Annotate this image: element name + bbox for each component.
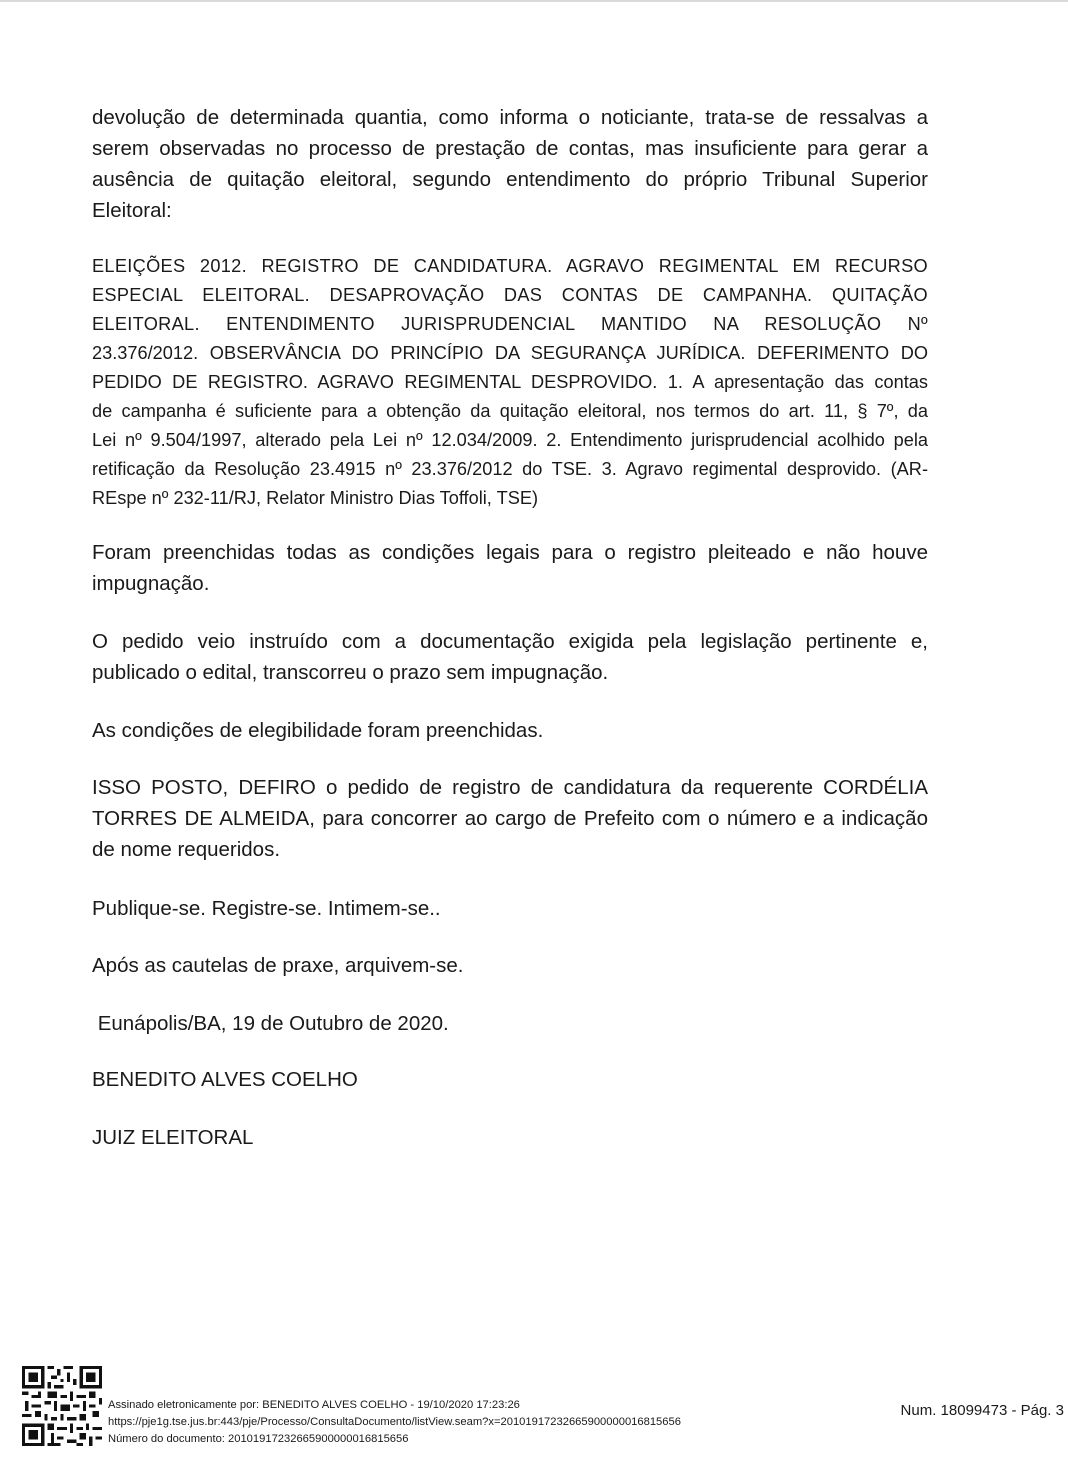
text-line: Após as cautelas de praxe, arquivem-se. (92, 954, 464, 977)
document-number-text: Número do documento: 20101917232665900000016815656 (108, 1433, 409, 1445)
paragraph-conditions (92, 537, 928, 599)
text-line: devolução de determinada quantia, como informa o noticiante, trata-se de ressalvas a (92, 106, 928, 129)
text-line: impugnação. (92, 572, 210, 595)
place-and-date (92, 1008, 928, 1039)
text-line: As condições de elegibilidade foram preenchidas. (92, 719, 544, 742)
text-line: ISSO POSTO, DEFIRO o pedido de registro de candidatura da requerente CORDÉLIA (92, 776, 928, 799)
signer-name (92, 1064, 928, 1095)
signer-title (92, 1122, 928, 1153)
citation-line: de campanha é suficiente para a obtenção da quitação eleitoral, nos termos do art. 11, § 7º, da (92, 401, 928, 421)
citation-line: ESPECIAL ELEITORAL. DESAPROVAÇÃO DAS CONTAS DE CAMPANHA. QUITAÇÃO (92, 285, 928, 305)
text-line: publicado o edital, transcorreu o prazo sem impugnação. (92, 661, 609, 684)
text-line: serem observadas no processo de prestação de contas, mas insuficiente para gerar a (92, 137, 928, 160)
signature-footer (108, 1397, 681, 1448)
page-number: Num. 18099473 - Pág. 3 (900, 1402, 1064, 1419)
citation-line: retificação da Resolução 23.4915 nº 23.376/2012 do TSE. 3. Agravo regimental desprovido. (AR- (92, 459, 928, 479)
signed-by-text: Assinado eletronicamente por: BENEDITO ALVES COELHO - 19/10/2020 17:23:26 (108, 1399, 520, 1411)
citation-line: ELEITORAL. ENTENDIMENTO JURISPRUDENCIAL MANTIDO NA RESOLUÇÃO Nº (92, 314, 928, 334)
text-line: Eunápolis/BA, 19 de Outubro de 2020. (92, 1012, 449, 1035)
top-border (0, 0, 1068, 2)
citation-line: REspe nº 232-11/RJ, Relator Ministro Dias Toffoli, TSE) (92, 488, 539, 508)
text-line: ausência de quitação eleitoral, segundo entendimento do próprio Tribunal Superior (92, 168, 928, 191)
text-line: O pedido veio instruído com a documentação exigida pela legislação pertinente e, (92, 630, 928, 653)
citation-line: ELEIÇÕES 2012. REGISTRO DE CANDIDATURA. AGRAVO REGIMENTAL EM RECURSO (92, 256, 928, 276)
citation-line: PEDIDO DE REGISTRO. AGRAVO REGIMENTAL DESPROVIDO. 1. A apresentação das contas (92, 372, 928, 392)
citation-line: 23.376/2012. OBSERVÂNCIA DO PRINCÍPIO DA SEGURANÇA JURÍDICA. DEFERIMENTO DO (92, 343, 928, 363)
paragraph-publish (92, 893, 928, 924)
text-line: Publique-se. Registre-se. Intimem-se.. (92, 897, 441, 920)
paragraph-documentation (92, 626, 928, 688)
paragraph-intro (92, 102, 928, 226)
citation-line: Lei nº 9.504/1997, alterado pela Lei nº 12.034/2009. 2. Entendimento jurisprudencial acolhido pela (92, 430, 928, 450)
text-line: JUIZ ELEITORAL (92, 1126, 254, 1149)
paragraph-decision (92, 772, 928, 865)
qr-code-icon (22, 1366, 102, 1446)
text-line: BENEDITO ALVES COELHO (92, 1068, 358, 1091)
text-line: de nome requeridos. (92, 838, 281, 861)
paragraph-eligibility (92, 715, 928, 746)
text-line: Eleitoral: (92, 199, 172, 222)
text-line: TORRES DE ALMEIDA, para concorrer ao cargo de Prefeito com o número e a indicação (92, 807, 928, 830)
text-line: Foram preenchidas todas as condições legais para o registro pleiteado e não houve (92, 541, 928, 564)
paragraph-archive (92, 950, 928, 981)
jurisprudence-citation (92, 252, 928, 513)
document-url-link[interactable]: https://pje1g.tse.jus.br:443/pje/Processo/ConsultaDocumento/listView.seam?x=20101917232665900000016815656 (108, 1416, 681, 1428)
